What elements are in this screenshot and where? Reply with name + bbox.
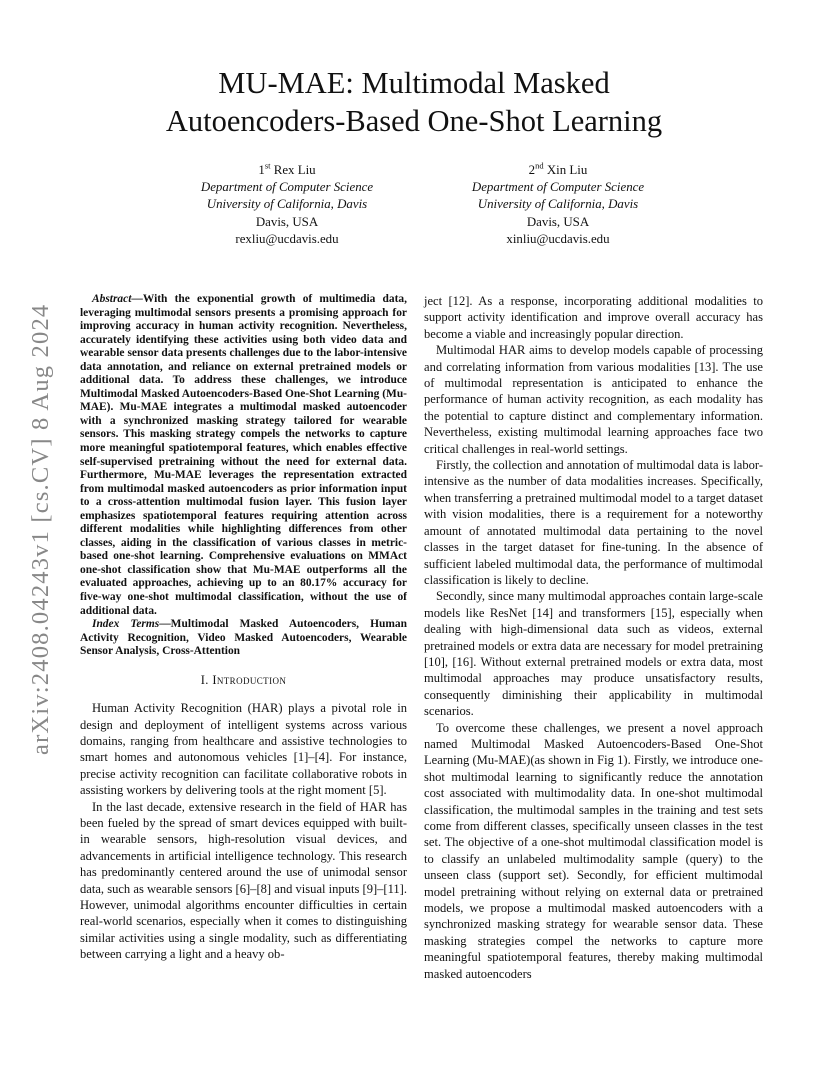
body-paragraph: Firstly, the collection and annotation of multimodal data is labor-intensive as the number of data modalities increases. Specifically, when transferring a pretrained multimodal model to a target dataset with vision modalities, there is a requirement for a noteworthy amount of annotated multimodal data pertaining to the novel classes in the target dataset for fine-tuning. In the absence of sufficient labeled multimodal data, the performance of multimodal classification is likely to decline. (424, 458, 763, 587)
body-paragraph: Secondly, since many multimodal approaches contain large-scale models like ResNet [14] and transformers [15], especially when dealing with high-dimensional data such as videos, external pretrained models or extra data are necessary for model pretraining [10], [16]. Without external pretrained models or extra data, most multimodal approaches may produce unsatisfactory results, consequently diminishing their applicability in multimodal scenarios. (424, 589, 763, 719)
author-university: University of California, Davis (206, 197, 368, 212)
arxiv-margin-identifier (22, 275, 52, 755)
author-name: 1st Rex Liu (258, 160, 316, 177)
author-name: 2nd Xin Liu (528, 160, 588, 177)
index-terms-text: —Multimodal Masked Autoencoders, Human Activity Recognition, Video Masked Autoencoders, Wearable Sensor Analysis, Cross-Attention (80, 618, 407, 658)
title-line-2: Autoencoders-Based One-Shot Learning (165, 104, 663, 138)
author-department: Department of Computer Science (471, 180, 645, 195)
author-block-1 (157, 162, 417, 248)
paper-title (0, 64, 828, 140)
author-email: xinliu@ucdavis.edu (506, 231, 610, 246)
arxiv-id-text: arXiv:2408.04243v1 [cs.CV] 8 Aug 2024 (27, 303, 54, 755)
author-university: University of California, Davis (477, 197, 639, 212)
author-block-2 (428, 162, 688, 248)
right-column (424, 293, 763, 982)
body-paragraph: Multimodal HAR aims to develop models capable of processing and correlating information from various modalities [13]. The use of multimodal representation is anticipated to enhance the performance of human activity recognition, as each modality has the potential to capture distinct and complementary information. Nevertheless, existing multimodal learning approaches face two critical challenges in real-world settings. (424, 343, 763, 456)
left-column (80, 293, 407, 963)
abstract-label: Abstract (92, 293, 132, 305)
index-terms-label: Index Terms (92, 618, 160, 631)
index-terms (80, 618, 407, 659)
abstract-text: —With the exponential growth of multimedia data, leveraging multimodal sensors presents a promising approach for improving accuracy in human activity recognition. Nevertheless, accurately identifying these activities using both video data and wearable sensor data presents challenges due to the labor-intensive data annotation, and reliance on external pretrained models or additional data. To address these challenges, we introduce Multimodal Masked Autoencoders-Based One-Shot Learning (Mu-MAE). Mu-MAE integrates a multimodal masked autoencoder with a synchronized masking strategy tailored for wearable sensors. This masking strategy compels the networks to capture more meaningful spatiotemporal features, which enables effective self-supervised pretraining without the need for external data. Furthermore, Mu-MAE leverages the representation extracted from multimodal masked autoencoders as prior information input to a cross-attention multimodal fusion layer. This fusion layer emphasizes spatiotemporal features requiring attention across different modalities while highlighting differences from other classes, aiding in the classification of various classes in metric-based one-shot learning. Comprehensive evaluations on MMAct one-shot classification show that Mu-MAE outperforms all the evaluated approaches, achieving up to an 80.17% accuracy for five-way one-shot multimodal classification, without the use of additional data. (80, 293, 407, 617)
author-email: rexliu@ucdavis.edu (235, 231, 339, 246)
body-paragraph: In the last decade, extensive research in the field of HAR has been fueled by the spread of smart devices equipped with built-in wearable sensors, high-resolution visual devices, and advancements in artificial intelligence technology. This research has predominantly centered around the use of unimodal sensor data, such as wearable sensors [6]–[8] and visual inputs [9]–[11]. However, unimodal algorithms encounter difficulties in certain real-world scenarios, especially when it comes to distinguishing similar activities using a single modality, such as differentiating between carrying a light and a heavy ob- (80, 799, 407, 962)
body-paragraph-continued: ject [12]. As a response, incorporating additional modalities to support activity identification and improve overall accuracy has become a viable and increasingly popular direction. (424, 294, 763, 341)
author-location: Davis, USA (526, 214, 590, 229)
title-line-1: MU-MAE: Multimodal Masked (218, 66, 610, 100)
abstract (80, 293, 407, 618)
author-department: Department of Computer Science (200, 180, 374, 195)
section-heading-introduction: I. Introduction (200, 672, 287, 687)
body-paragraph: Human Activity Recognition (HAR) plays a pivotal role in design and deployment of intelligent systems across various domains, ranging from healthcare and assistive technologies to smart homes and autonomous vehicles [1]–[4]. For instance, precise activity recognition can facilitate collaborative robots in assisting workers by delivering tools at the right moment [5]. (80, 701, 407, 798)
body-paragraph: To overcome these challenges, we present a novel approach named Multimodal Masked Autoencoders-Based One-Shot Learning (Mu-MAE)(as shown in Fig 1). Firstly, we introduce one-shot multimodal learning to significantly reduce the annotation cost associated with multimodality data. In one-shot multimodal classification, the multimodal samples in the training and test sets come from different classes, specifically unseen classes in the test set. The objective of a one-shot multimodal classification model is to classify an unlabeled multimodality sample (query) to the unseen class (support set). Secondly, for efficient multimodal model pretraining without relying on external data or pretrained models, we propose a multimodal masked autoencoders with a synchronized masking strategy for wearable sensor data. These masking strategies compel the networks to capture more meaningful spatiotemporal features, thereby making multimodal masked autoencoders (424, 720, 763, 981)
author-location: Davis, USA (255, 214, 319, 229)
